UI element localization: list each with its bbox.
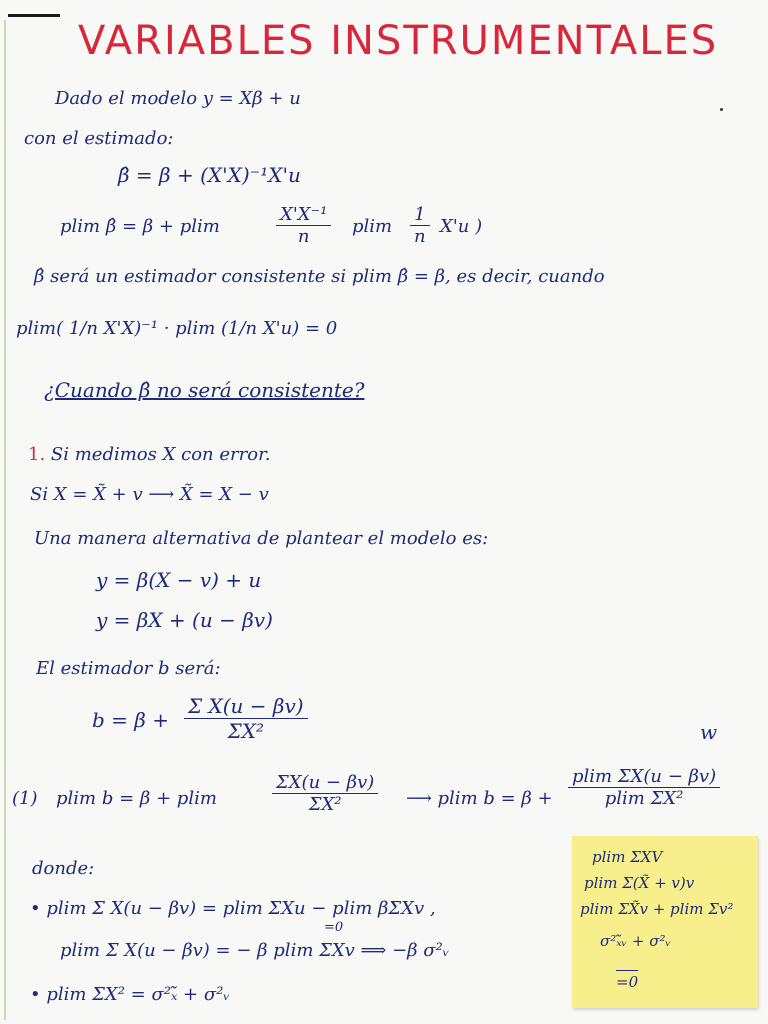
donde-bullet-1-note: =0	[324, 920, 344, 935]
sticky-note	[572, 836, 758, 1008]
plim-eq-fraction-1	[272, 772, 378, 815]
plim-eq-fraction-2-den: plim ΣX²	[604, 788, 684, 809]
sticky-line-3: plim ΣX̃v + plim Σv²	[580, 900, 734, 918]
plim-tail: X'u )	[440, 216, 483, 237]
model-eq-2: y = βX + (u − βv)	[96, 608, 273, 632]
plim-fraction-2-num: 1	[410, 204, 430, 226]
alternative-model-text: Una manera alternativa de plantear el modelo es:	[34, 528, 489, 549]
case-1-heading	[28, 444, 270, 465]
case-1-number: 1.	[28, 444, 46, 465]
intro-line-1: Dado el modelo y = Xβ + u	[55, 88, 301, 109]
consistency-statement: β̂ será un estimador consistente si plim β̂ = β, es decir, cuando	[34, 266, 605, 287]
top-rule	[8, 14, 60, 17]
sticky-line-5: =0	[616, 970, 638, 991]
model-eq-1: y = β(X − v) + u	[96, 568, 262, 592]
b-fraction	[184, 694, 308, 743]
donde-label: donde:	[32, 858, 95, 879]
b-fraction-den: ΣX²	[227, 719, 264, 743]
plim-fraction-2	[410, 204, 430, 247]
page-title: VARIABLES INSTRUMENTALES	[78, 18, 719, 64]
donde-bullet-1: • plim Σ X(u − βv) = plim ΣXu − plim βΣXv ,	[30, 898, 436, 919]
consistency-condition: plim( 1/n X'X)⁻¹ · plim (1/n X'u) = 0	[16, 318, 338, 339]
sticky-line-1: plim ΣXV	[592, 848, 663, 866]
b-fraction-num: Σ X(u − βv)	[184, 694, 308, 719]
error-definition: Si X = X̃ + v ⟶ X̃ = X − v	[30, 484, 269, 505]
sticky-line-2: plim Σ(X̃ + v)v	[584, 874, 695, 892]
plim-prefix: plim β̂ = β + plim	[60, 216, 220, 237]
left-margin-line	[4, 20, 6, 1020]
question-heading: ¿Cuando β̂ no será consistente?	[44, 378, 365, 402]
case-1-text: Si medimos X con error.	[50, 444, 271, 465]
estimator-equation: β̂ = β + (X'X)⁻¹X'u	[118, 163, 301, 187]
plim-mid: plim	[352, 216, 393, 237]
plim-eq-left: plim b = β + plim	[56, 788, 217, 809]
plim-fraction-1-den: n	[297, 226, 310, 247]
plim-eq-fraction-1-den: ΣX²	[308, 794, 342, 815]
ink-dot	[720, 108, 723, 111]
plim-fraction-2-den: n	[414, 226, 426, 247]
estimator-text: El estimador b será:	[36, 658, 221, 679]
plim-eq-fraction-2-num: plim ΣX(u − βv)	[568, 766, 720, 788]
donde-bullet-3: • plim ΣX² = σ²ₓ̃ + σ²ᵥ	[30, 984, 231, 1005]
donde-line-2: plim Σ X(u − βv) = − β plim ΣXv ⟹ −β σ²ᵥ	[60, 940, 450, 961]
plim-fraction-1-num: X'X⁻¹	[276, 204, 331, 226]
plim-eq-label: (1)	[12, 788, 38, 809]
intro-line-2: con el estimado:	[24, 128, 174, 149]
sticky-line-4: σ²ₓ̃ᵥ + σ²ᵥ	[600, 932, 672, 950]
plim-eq-arrow: ⟶ plim b = β +	[406, 788, 553, 809]
b-prefix: b = β +	[92, 708, 169, 732]
plim-fraction-1	[276, 204, 331, 247]
plim-eq-fraction-1-num: ΣX(u − βv)	[272, 772, 378, 794]
plim-eq-fraction-2	[568, 766, 720, 809]
margin-mark: w	[700, 720, 718, 744]
